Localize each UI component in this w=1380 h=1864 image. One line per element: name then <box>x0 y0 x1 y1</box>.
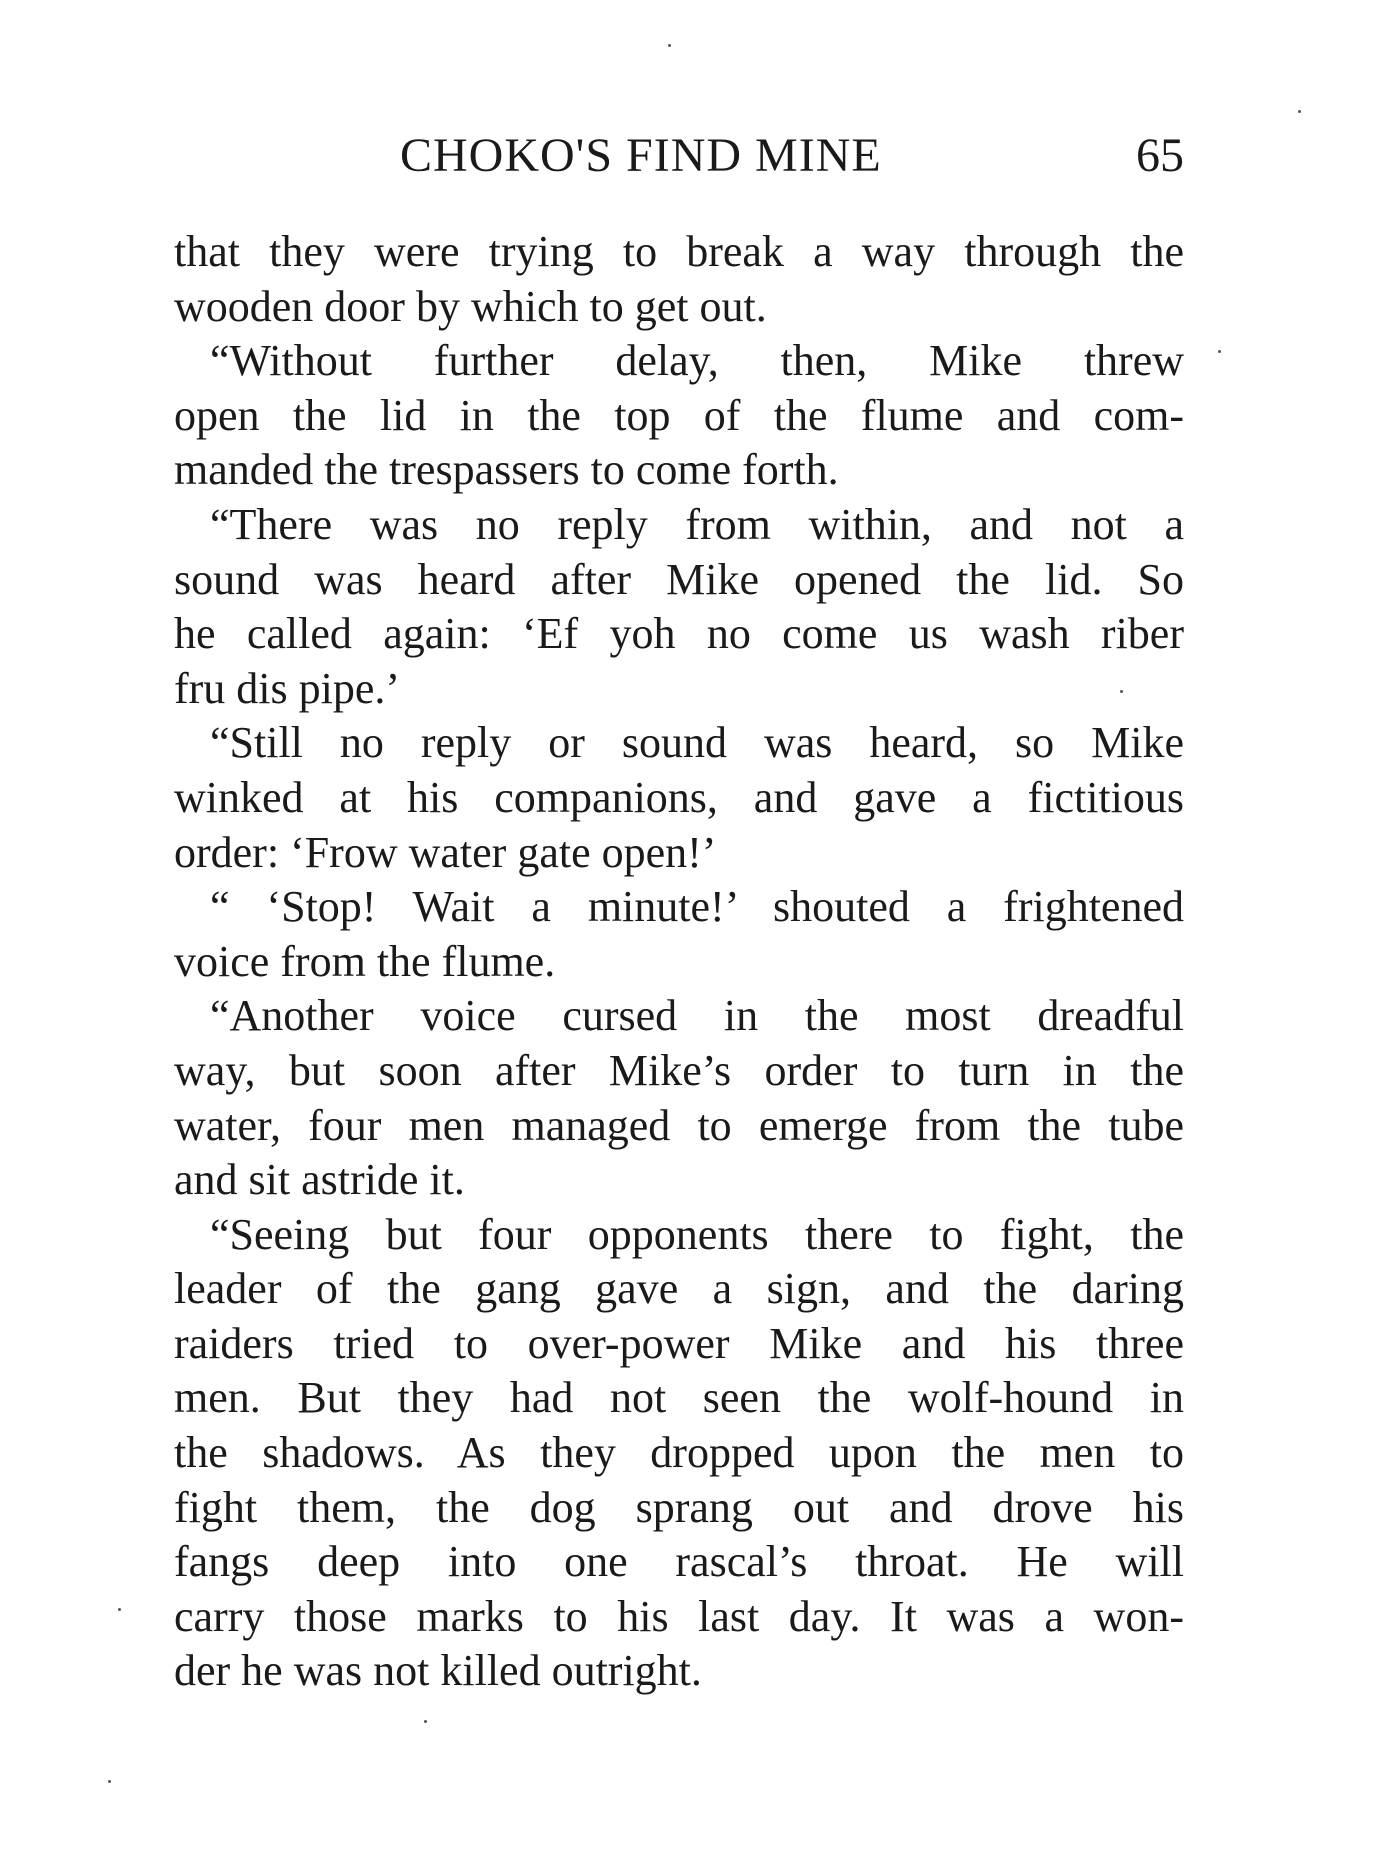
scan-speck <box>424 1720 427 1723</box>
page-number: 65 <box>1136 129 1184 182</box>
text-line: fru dis pipe.’ <box>174 663 401 713</box>
text-line: raiders tried to over-power Mike and his three <box>174 1318 1184 1368</box>
text-line: that they were trying to break a way through the <box>174 227 1184 276</box>
scan-speck <box>108 1780 111 1783</box>
scan-speck <box>1298 110 1301 113</box>
scan-speck <box>1120 690 1123 693</box>
text-line: “Without further delay, then, Mike threw <box>210 336 1184 386</box>
text-line: “Still no reply or sound was heard, so Mike <box>210 718 1184 768</box>
text-line: water, four men managed to emerge from the tube <box>174 1100 1184 1150</box>
text-line: manded the trespassers to come forth. <box>174 445 839 495</box>
body-text <box>174 225 1184 1699</box>
scan-speck <box>118 1608 121 1611</box>
scan-speck <box>1218 350 1221 353</box>
running-head <box>174 128 1184 188</box>
text-line: carry those marks to his last day. It was a won- <box>174 1591 1184 1641</box>
text-line: fight them, the dog sprang out and drove his <box>174 1482 1184 1532</box>
text-line: and sit astride it. <box>174 1155 465 1205</box>
text-line: the shadows. As they dropped upon the men to <box>174 1428 1184 1478</box>
text-line: “Seeing but four opponents there to fight, the <box>210 1209 1184 1259</box>
text-line: fangs deep into one rascal’s throat. He will <box>174 1537 1184 1587</box>
text-line: “Another voice cursed in the most dreadful <box>210 991 1184 1041</box>
text-line: winked at his companions, and gave a fictitious <box>174 772 1184 822</box>
scan-speck <box>668 44 671 47</box>
text-line: way, but soon after Mike’s order to turn in the <box>174 1045 1184 1095</box>
text-line: voice from the flume. <box>174 936 556 986</box>
text-line: wooden door by which to get out. <box>174 281 767 331</box>
chapter-title: CHOKO'S FIND MINE <box>400 129 882 182</box>
text-line: “There was no reply from within, and not a <box>210 499 1184 549</box>
text-line: he called again: ‘Ef yoh no come us wash riber <box>174 609 1184 659</box>
text-line: open the lid in the top of the flume and com- <box>174 390 1184 440</box>
text-line: sound was heard after Mike opened the lid. So <box>174 554 1184 604</box>
text-line: order: ‘Frow water gate open!’ <box>174 827 717 877</box>
text-line: der he was not killed outright. <box>174 1646 702 1696</box>
text-line: men. But they had not seen the wolf-hound in <box>174 1373 1184 1423</box>
text-line: leader of the gang gave a sign, and the daring <box>174 1264 1184 1314</box>
text-line: “ ‘Stop! Wait a minute!’ shouted a frightened <box>210 882 1184 932</box>
